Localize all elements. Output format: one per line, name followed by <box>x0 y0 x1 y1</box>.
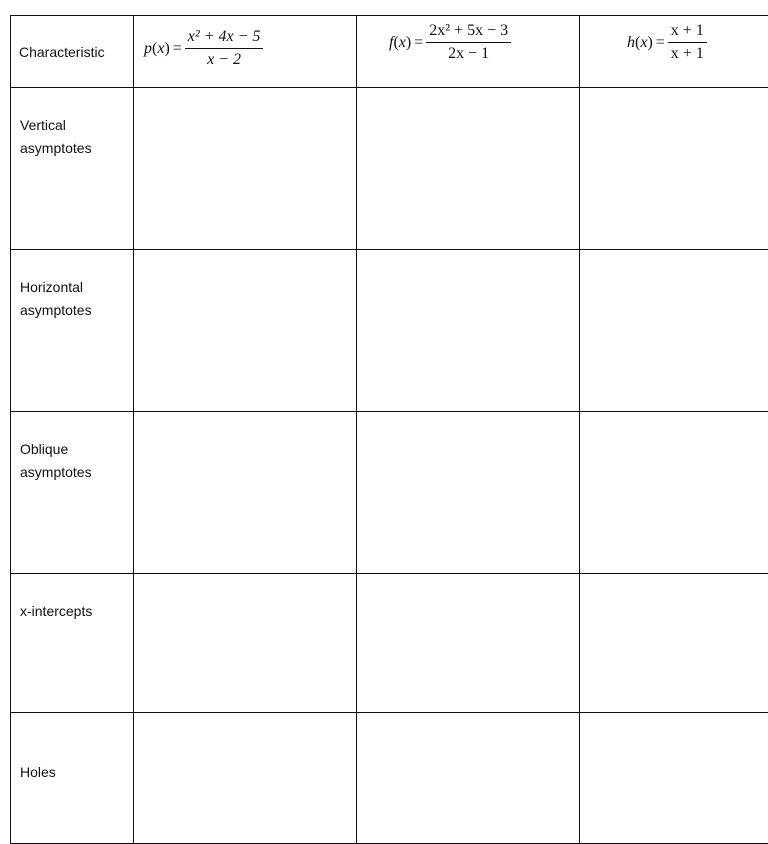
answer-cell-f-horizontal-asymptotes[interactable] <box>357 250 580 412</box>
formula-p-name: p <box>144 40 152 57</box>
header-h-cell <box>580 16 768 88</box>
rational-functions-table <box>10 15 768 844</box>
answer-cell-p-oblique-asymptotes[interactable] <box>134 412 357 574</box>
answer-cell-p-x-intercepts[interactable] <box>134 574 357 713</box>
header-row <box>11 16 768 88</box>
formula-f-var: x <box>399 34 406 51</box>
header-f-cell <box>357 16 580 88</box>
formula-p: p(x) = $\frac{\text{x² + 4x − 5}}{x - 2}$ <box>134 28 356 69</box>
row-label-horizontal-asymptotes: Horizontal asymptotes <box>11 250 133 322</box>
row-horizontal-asymptotes <box>11 250 768 412</box>
header-p-cell <box>134 16 357 88</box>
formula-f-numerator: 2x² + 5x − 3 <box>426 22 511 43</box>
answer-cell-h-x-intercepts[interactable] <box>580 574 768 713</box>
row-label-vertical-asymptotes: Vertical asymptotes <box>11 88 133 160</box>
formula-f-denominator: 2x − 1 <box>445 43 492 63</box>
label-cell-holes <box>11 713 134 844</box>
answer-cell-h-vertical-asymptotes[interactable] <box>580 88 768 250</box>
formula-h-denominator: x + 1 <box>668 43 707 63</box>
formula-f-name: f <box>389 34 393 51</box>
answer-cell-h-holes[interactable] <box>580 713 768 844</box>
answer-cell-f-x-intercepts[interactable] <box>357 574 580 713</box>
row-vertical-asymptotes <box>11 88 768 250</box>
answer-cell-h-horizontal-asymptotes[interactable] <box>580 250 768 412</box>
row-label-oblique-asymptotes: Oblique asymptotes <box>11 412 133 484</box>
answer-cell-p-vertical-asymptotes[interactable] <box>134 88 357 250</box>
formula-h: h(x) = $\frac{x + 1}{x + 1}$ <box>580 22 768 63</box>
answer-cell-h-oblique-asymptotes[interactable] <box>580 412 768 574</box>
label-cell-oblique-asymptotes <box>11 412 134 574</box>
header-characteristic-label: Characteristic <box>11 44 133 60</box>
formula-p-numerator: x² + 4x − 5 <box>185 28 264 49</box>
formula-h-name: h <box>627 34 635 51</box>
label-cell-x-intercepts <box>11 574 134 713</box>
label-cell-vertical-asymptotes <box>11 88 134 250</box>
answer-cell-f-oblique-asymptotes[interactable] <box>357 412 580 574</box>
header-characteristic-cell <box>11 16 134 88</box>
formula-h-var: x <box>640 34 647 51</box>
row-holes <box>11 713 768 844</box>
answer-cell-p-holes[interactable] <box>134 713 357 844</box>
row-x-intercepts <box>11 574 768 713</box>
answer-cell-p-horizontal-asymptotes[interactable] <box>134 250 357 412</box>
answer-cell-f-vertical-asymptotes[interactable] <box>357 88 580 250</box>
row-label-holes: Holes <box>11 713 133 784</box>
formula-h-numerator: x + 1 <box>668 22 707 43</box>
formula-f: f(x) = $\frac{\text{2x² + 5x − 3}}{2x - 1}$ <box>357 22 579 63</box>
formula-p-denominator: x − 2 <box>204 49 244 69</box>
row-oblique-asymptotes <box>11 412 768 574</box>
formula-p-var: x <box>157 40 164 57</box>
answer-cell-f-holes[interactable] <box>357 713 580 844</box>
label-cell-horizontal-asymptotes <box>11 250 134 412</box>
row-label-x-intercepts: x-intercepts <box>11 574 133 623</box>
